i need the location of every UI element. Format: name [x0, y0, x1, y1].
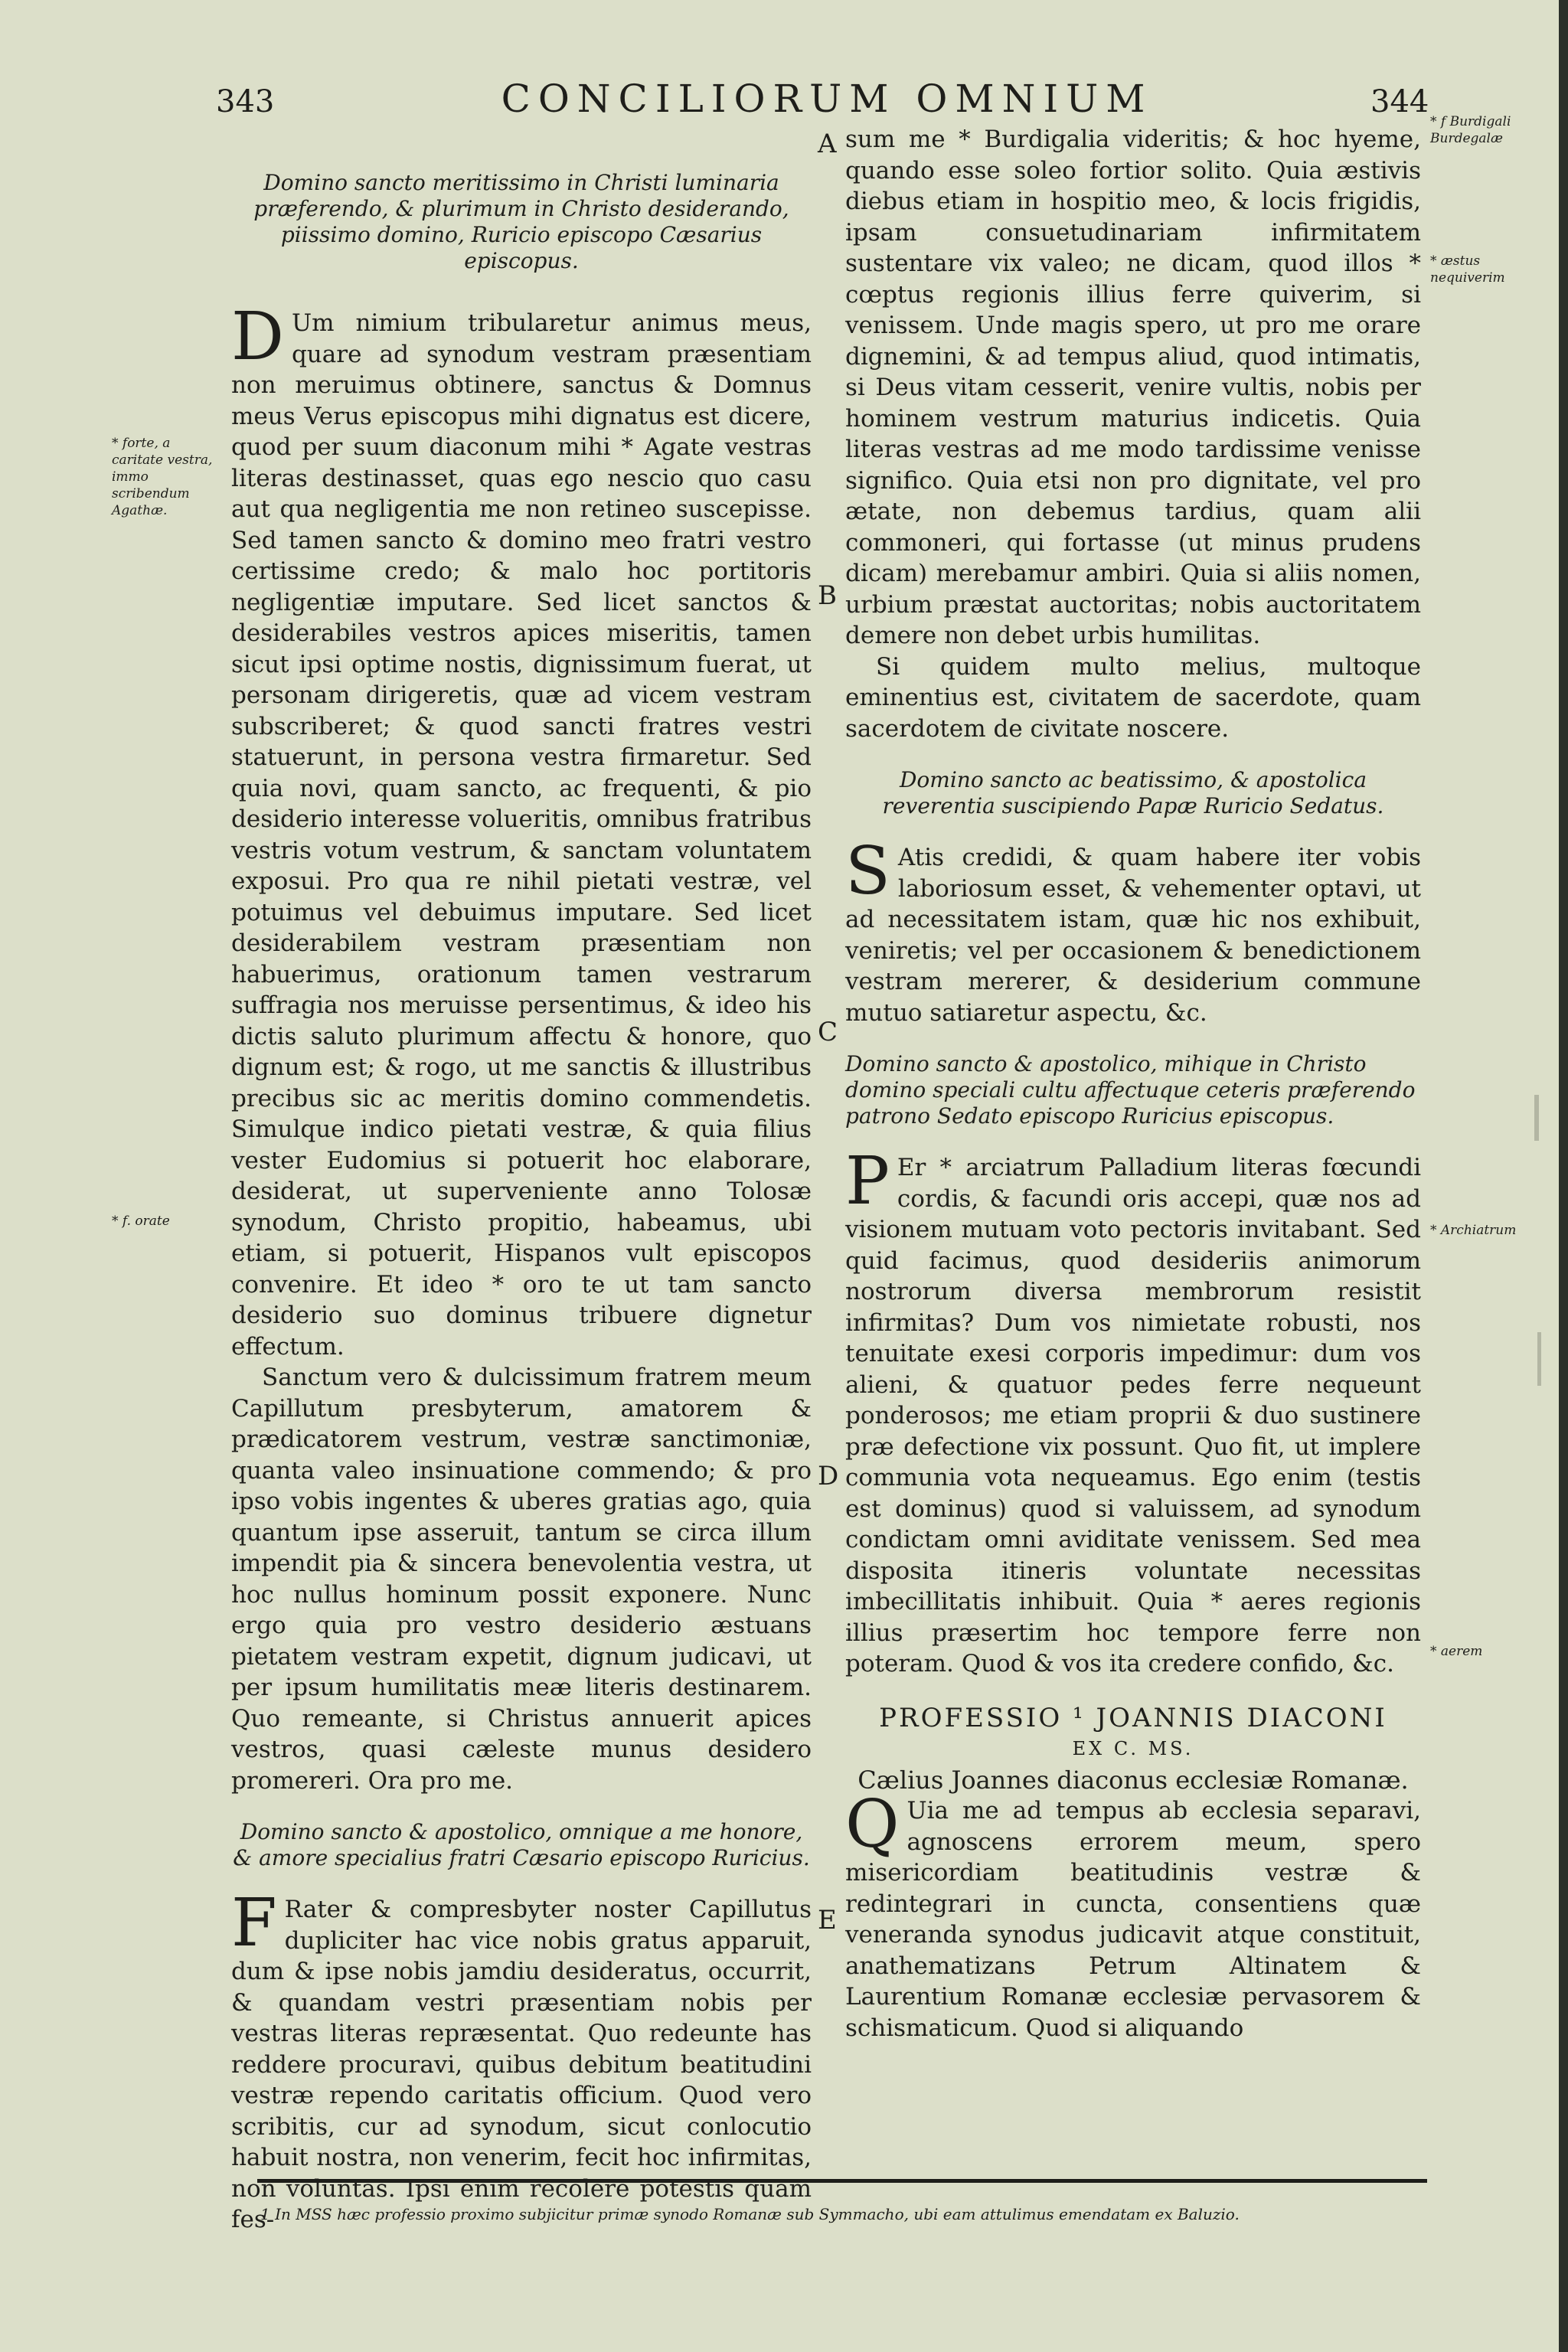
margin-note-right: * æstus nequiverim	[1430, 253, 1505, 286]
margin-note-right: * Archiatrum	[1430, 1223, 1517, 1238]
section-letter: D	[818, 1461, 839, 1491]
letter-text: Uia me ad tempus ab ecclesia separavi, agnoscens errorem meum, spero misericordiam beatitudinis vestræ & redintegrari in cuncta, consentiens quæ veneranda synodus judicavit atque constituit, anathematizans Petrum Altinatem & Laurentium Romanæ ecclesiæ pervasorem & schismaticum. Quod si aliquando	[845, 1797, 1421, 2042]
footnote-rule	[257, 2179, 1427, 2183]
letter-address: Domino sancto & apostolico, omnique a me honore, & amore specialius fratri Cæsario episcopo Ruricius.	[233, 1819, 810, 1870]
left-column	[231, 170, 812, 2236]
drop-cap: D	[231, 299, 284, 375]
letter-body	[845, 1143, 1421, 1680]
letter-paragraph: sum me * Burdigalia videritis; & hoc hyeme, quando esse soleo fortior solito. Quia æstivis diebus etiam in hospitio meo, & locis frigidis, ipsam consuetudinariam infirmitatem sustentare vix valeo; ne dicam, quod illos * cœptus regionis illius ferre quiverim, si venissem. Unde magis spero, ut pro me orare dignemini, & ad tempus aliud, quod intimatis, si Deus vitam cesserit, venire vultis, nobis per hominem vestrum maturius indicetis. Quia literas vestras ad me modo tardissime venisse significo. Quia etsi non pro dignitate, vel pro ætate, non debemus tardius, quam alii commoneri, qui fortasse (ut minus prudens dicam) merebamur ambiri. Quia si aliis nomen, urbium præstat auctoritas; nobis auctoritatem demere non debet urbis humilitas.	[845, 126, 1421, 649]
page-number-left: 343	[216, 84, 275, 119]
letter-body	[231, 299, 812, 1362]
section-subheading: EX C. MS.	[1072, 1738, 1194, 1759]
drop-cap: P	[845, 1143, 890, 1220]
drop-cap: S	[845, 833, 890, 910]
drop-cap: F	[231, 1885, 277, 1962]
running-header-title: CONCILIORUM OMNIUM	[501, 77, 1153, 121]
margin-note-right: * aerem	[1430, 1644, 1483, 1659]
section-letter: E	[818, 1905, 837, 1936]
section-rubric: Cælius Joannes diaconus ecclesiæ Romanæ.	[858, 1765, 1409, 1795]
letter-paragraph: Si quidem multo melius, multoque eminentius est, civitatem de sacerdote, quam sacerdotem de civitate noscere.	[845, 652, 1421, 743]
section-letter: B	[818, 580, 837, 611]
margin-note-left: * f. orate	[112, 1214, 170, 1229]
section-letter: A	[818, 129, 837, 159]
letter-body	[231, 1885, 812, 2236]
letter-paragraph: Sanctum vero & dulcissimum fratrem meum Capillutum presbyterum, amatorem & prædicatorem vestrum, vestræ sanctimoniæ, quanta valeo insinuatione commendo; & pro ipso vobis ingentes & uberes gratias ago, quia quantum ipse asseruit, tantum se circa illum impendit pia & sincera benevolentia vestra, ut hoc nullus hominum possit exponere. Nunc ergo quia pro vestro desiderio æstuans pietatem vestram expetit, dignum judicavi, ut per ipsum humilitatis meæ literis destinarem. Quo remeante, si Christus annuerit apices vestros, quasi cæleste munus desidero promereri. Ora pro me.	[231, 1364, 812, 1795]
section-heading: PROFESSIO ¹ JOANNIS DIACONI	[879, 1702, 1387, 1733]
section-letter: C	[818, 1017, 838, 1047]
letter-text: Atis credidi, & quam habere iter vobis laboriosum esset, & vehementer optavi, ut ad necessitatem istam, quæ hic nos exhibuit, veniretis; vel per occasionem & benedictionem vestram mererer, & desiderium commune mutuo satiaretur aspectu, &c.	[845, 844, 1421, 1027]
margin-note-right: * f Burdigali Burdegalæ	[1430, 114, 1511, 146]
letter-text: Rater & compresbyter noster Capillutus dupliciter hac vice nobis gratus apparuit, dum & ipse nobis jamdiu desideratus, occurrit, & quandam vestri præsentiam nobis per vestras literas repræsentat. Quo redeunte has reddere procuravi, quibus debitum beatitudini vestræ rependo caritatis officium. Quod vero scribitis, cur ad synodum, sicut conlocutio habuit nostra, non venerim, fecit hoc infirmitas, non voluntas. Ipsi enim recolere potestis quam fes-	[231, 1896, 812, 2233]
page-number-right: 344	[1370, 84, 1429, 119]
margin-note-left: * forte, a caritate vestra, immo scribendum Agathæ.	[112, 436, 213, 518]
letter-body	[845, 1786, 1421, 2043]
footnote: 1 In MSS hæc professio proximo subjicitur primæ synodo Romanæ sub Symmacho, ubi eam attulimus emendatam ex Baluzio.	[260, 2205, 1240, 2223]
drop-cap: Q	[845, 1786, 900, 1863]
right-column	[845, 124, 1421, 2043]
letter-address: Domino sancto meritissimo in Christi luminaria præferendo, & plurimum in Christo desiderando, piissimo domino, Ruricio episcopo Cæsarius episcopus.	[253, 170, 789, 273]
letter-text: Um nimium tribularetur animus meus, quare ad synodum vestram præsentiam non meruimus obtinere, sanctus & Domnus meus Verus episcopus mihi dignatus est dicere, quod per suum diaconum mihi * Agate vestras literas destinasset, quas ego nescio quo casu aut qua negligentia me non retineo suscepisse. Sed tamen sancto & domino meo fratri vestro certissime credo; & malo hoc portitoris negligentiæ imputare. Sed licet sanctos & desiderabiles vestros apices miseritis, tamen sicut ipsi optime nostis, dignissimum fuerat, ut personam dirigeretis, quæ ad vicem vestram subscriberet; & quod sancti fratres vestri statuerunt, in persona vestra firmaretur. Sed quia novi, quam sancto, ac frequenti, & pio desiderio interesse volueritis, omnibus fratribus vestris votum vestrum, & sanctam voluntatem exposui. Pro qua re nihil pietati vestræ, vel potuimus vel debuimus imputare. Sed licet desiderabilem vestram præsentiam non habuerimus, orationum tamen vestrarum suffragia nos meruisse persentimus, & ideo his dictis saluto plurimum affectu & honore, quo dignum est; & rogo, ut me sanctis & illustribus precibus sic ac meritis domino commendetis. Simulque indico pietati vestræ, & quia filius vester Eudomius si potuerit hoc elaborare, desiderat, ut superveniente anno Tolosæ synodum, Christo propitio, habeamus, ubi etiam, si potuerit, Hispanos vult episcopos convenire. Et ideo * oro te ut tam sancto desiderio suo dominus tribuere dignetur effectum.	[231, 309, 812, 1361]
letter-address: Domino sancto ac beatissimo, & apostolica reverentia suscipiendo Papæ Ruricio Sedatus.	[882, 767, 1384, 818]
letter-body	[845, 833, 1421, 1028]
letter-address: Domino sancto & apostolico, mihique in Christo domino speciali cultu affectuque ceteris præferendo patrono Sedato episcopo Ruricius episcopus.	[845, 1051, 1416, 1129]
letter-text: Er * arciatrum Palladium literas fœcundi cordis, & facundi oris accepi, quæ nos ad visionem mutuam voto pectoris invitabant. Sed quid facimus, quod desideriis animorum nostrorum diversa membrorum resistit infirmitas? Dum vos nimietate robusti, nos tenuitate exesi corporis impedimur: dum vos alieni, & quatuor pedes ferre nequeunt ponderosos; me etiam proprii & duo sustinere præ defectione vix possunt. Quo fit, ut implere communia vota nequeamus. Ego enim (testis est dominus) quod si valuissem, ad synodum condictam omni aviditate venissem. Sed mea disposita itineris voluntate necessitas imbecillitatis inhibuit. Quia * aeres regionis illius præsertim hoc tempore ferre non poteram. Quod & vos ita credere confido, &c.	[845, 1154, 1421, 1677]
